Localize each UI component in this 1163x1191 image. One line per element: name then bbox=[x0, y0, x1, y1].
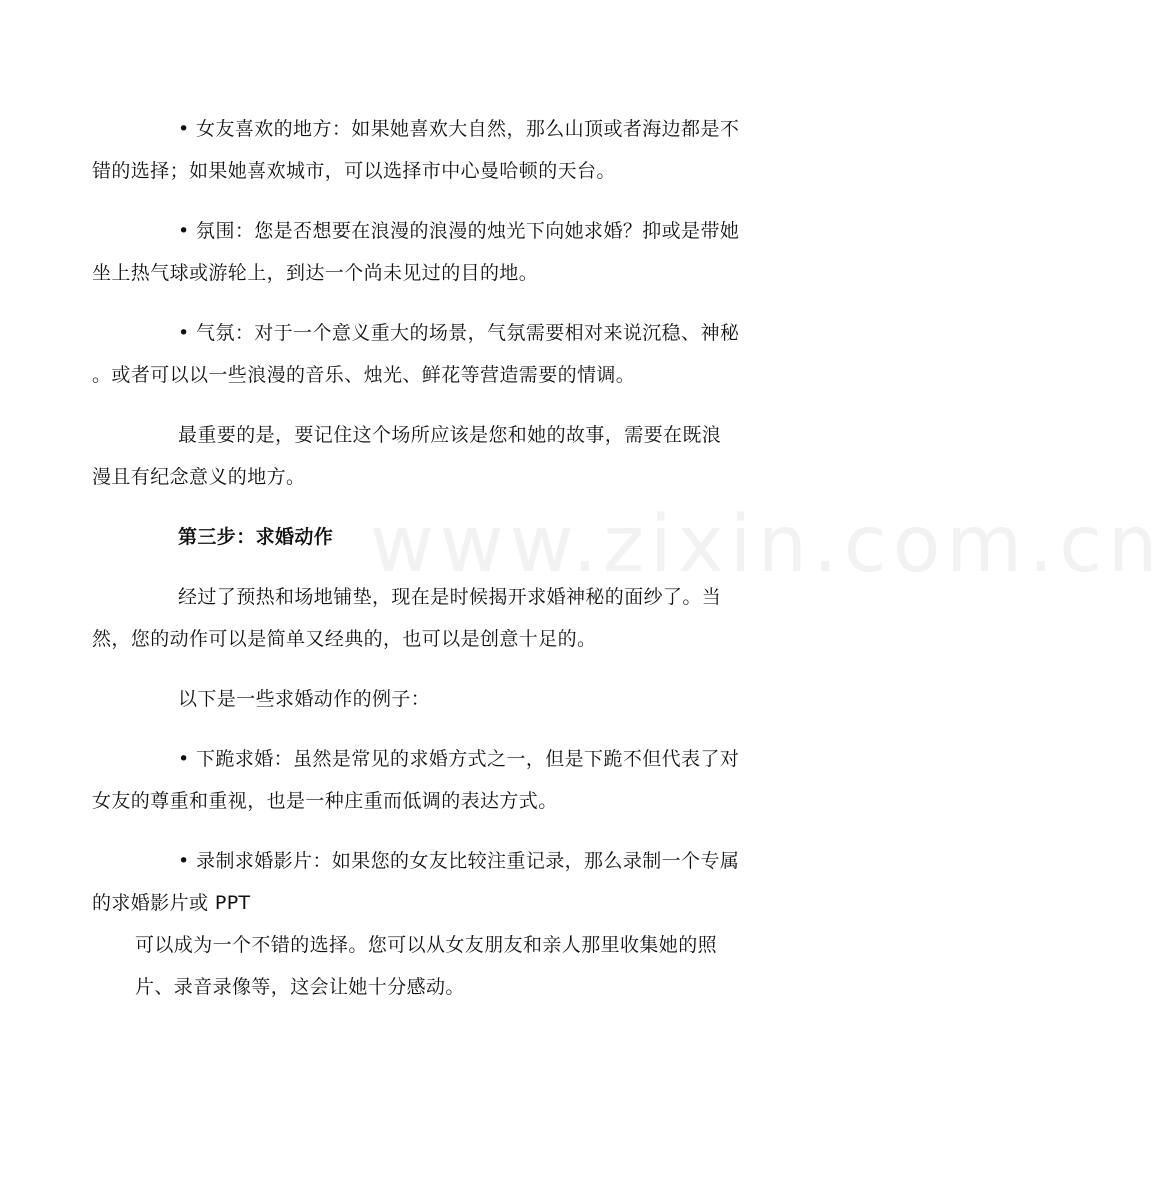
text-line: • 下跪求婚：虽然是常见的求婚方式之一，但是下跪不但代表了对 bbox=[178, 748, 740, 770]
section-heading bbox=[135, 516, 785, 558]
heading-text: 第三步：求婚动作 bbox=[178, 526, 334, 548]
document-body bbox=[92, 108, 785, 1026]
text-line: • 录制求婚影片：如果您的女友比较注重记录，那么录制一个专属 bbox=[178, 850, 740, 872]
text-line: 。或者可以以一些浪漫的音乐、烛光、鲜花等营造需要的情调。 bbox=[92, 364, 636, 386]
bullet-paragraph-favorite-place bbox=[92, 108, 785, 192]
intro-paragraph bbox=[92, 576, 785, 660]
text-line: • 气氛：对于一个意义重大的场景，气氛需要相对来说沉稳、神秘 bbox=[178, 322, 740, 344]
summary-paragraph bbox=[92, 414, 785, 498]
text-line: 经过了预热和场地铺垫，现在是时候揭开求婚神秘的面纱了。当 bbox=[178, 586, 722, 608]
watermark: www.zixin.com.cn bbox=[370, 500, 1163, 590]
bullet-paragraph-kneeling bbox=[92, 738, 785, 822]
text-line: 错的选择；如果她喜欢城市，可以选择市中心曼哈顿的天台。 bbox=[92, 160, 616, 182]
text-line: 最重要的是，要记住这个场所应该是您和她的故事，需要在既浪 bbox=[178, 424, 722, 446]
continuation-paragraph bbox=[135, 924, 785, 1008]
text-line: 的求婚影片或 PPT bbox=[92, 892, 251, 914]
examples-lead-paragraph bbox=[135, 678, 785, 720]
text-line: 女友的尊重和重视，也是一种庄重而低调的表达方式。 bbox=[92, 790, 558, 812]
text-line: 坐上热气球或游轮上，到达一个尚未见过的目的地。 bbox=[92, 262, 539, 284]
bullet-paragraph-video bbox=[92, 840, 785, 924]
bullet-paragraph-ambience bbox=[92, 210, 785, 294]
text-line: • 女友喜欢的地方：如果她喜欢大自然，那么山顶或者海边都是不 bbox=[178, 118, 740, 140]
text-line: 可以成为一个不错的选择。您可以从女友朋友和亲人那里收集她的照 bbox=[135, 934, 718, 956]
text-line: 然，您的动作可以是简单又经典的，也可以是创意十足的。 bbox=[92, 628, 597, 650]
text-line: 片、录音录像等，这会让她十分感动。 bbox=[135, 976, 465, 998]
bullet-paragraph-atmosphere bbox=[92, 312, 785, 396]
text-line: 以下是一些求婚动作的例子： bbox=[178, 688, 431, 710]
text-line: 漫且有纪念意义的地方。 bbox=[92, 466, 306, 488]
text-line: • 氛围：您是否想要在浪漫的浪漫的烛光下向她求婚？抑或是带她 bbox=[178, 220, 740, 242]
